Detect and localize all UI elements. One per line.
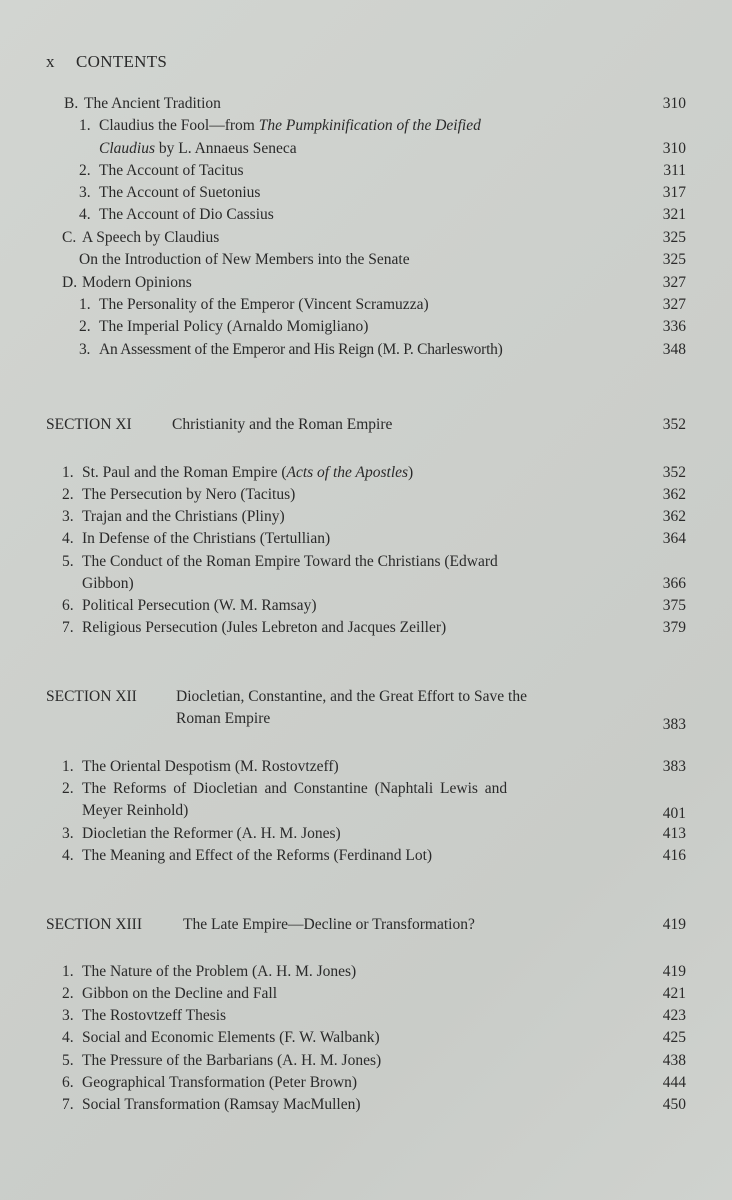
entry-title: The Account of Suetonius [99, 184, 261, 201]
entry-title: Social and Economic Elements (F. W. Walbank) [82, 1029, 380, 1046]
page-number: 336 [662, 318, 686, 335]
entry-number: 5. [62, 1052, 74, 1069]
toc-entry[interactable] [0, 484, 732, 506]
entry-title: The Pressure of the Barbarians (A. H. M. Jones) [82, 1052, 382, 1069]
toc-entry[interactable] [0, 528, 732, 550]
entry-title: On the Introduction of New Members into the Senate [79, 251, 410, 268]
toc-subpart-c[interactable] [0, 227, 732, 249]
page-number: 325 [662, 229, 686, 246]
page-number: 423 [662, 1007, 686, 1024]
toc-entry[interactable] [0, 595, 732, 617]
entry-title: The Persecution by Nero (Tacitus) [82, 486, 296, 503]
entry-number: 4. [62, 530, 74, 547]
entry-title-italic: Acts of the Apostles [286, 464, 409, 481]
page-number: 444 [662, 1074, 686, 1091]
section-label: SECTION XIII [46, 916, 142, 933]
toc-entry[interactable] [0, 1027, 732, 1049]
section-label: SECTION XII [46, 688, 137, 705]
toc-entry[interactable] [0, 294, 732, 316]
page-number: 450 [662, 1096, 686, 1113]
section-title: The Late Empire—Decline or Transformation? [183, 916, 475, 933]
entry-number: 5. [62, 553, 74, 570]
entry-title: The Conduct of the Roman Empire Toward the Christians (Edward [82, 553, 498, 570]
entry-title-italic: The Pumpkinification of the Deified [258, 117, 481, 134]
page-number: 419 [662, 916, 686, 933]
entry-number: 2. [79, 162, 91, 179]
toc-entry[interactable] [0, 1050, 732, 1072]
toc-entry[interactable] [0, 462, 732, 484]
entry-number: 2. [62, 985, 74, 1002]
toc-entry-line[interactable] [0, 551, 732, 573]
page-number: 310 [662, 95, 686, 112]
entry-number: 4. [79, 206, 91, 223]
entry-number: 4. [62, 847, 74, 864]
page-number: 364 [662, 530, 686, 547]
running-head-title: CONTENTS [76, 52, 168, 71]
entry-title: Gibbon on the Decline and Fall [82, 985, 277, 1002]
entry-number: 7. [62, 1096, 74, 1113]
page-number: 321 [662, 206, 686, 223]
entry-title: Geographical Transformation (Peter Brown) [82, 1074, 358, 1091]
entry-number: 6. [62, 1074, 74, 1091]
entry-title: Social Transformation (Ramsay MacMullen) [82, 1096, 361, 1113]
entry-title: by L. Annaeus Seneca [154, 140, 297, 157]
page-folio: x [46, 52, 55, 71]
section-title: Christianity and the Roman Empire [172, 416, 393, 433]
page-number: 348 [662, 341, 686, 358]
page-number: 438 [662, 1052, 686, 1069]
toc-entry[interactable] [0, 316, 732, 338]
running-head [46, 52, 167, 72]
page-number: 425 [662, 1029, 686, 1046]
toc-subpart-d[interactable] [0, 272, 732, 294]
section-title: Diocletian, Constantine, and the Great Effort to Save the [176, 688, 527, 705]
entry-number: 3. [62, 1007, 74, 1024]
entry-number: 1. [79, 117, 91, 134]
entry-number: 2. [62, 486, 74, 503]
entry-title: The Rostovtzeff Thesis [82, 1007, 227, 1024]
toc-section-heading[interactable] [0, 686, 732, 708]
toc-entry[interactable] [0, 339, 732, 361]
entry-title: Gibbon) [82, 575, 134, 592]
entry-title: The Account of Tacitus [99, 162, 244, 179]
toc-entry[interactable] [0, 204, 732, 226]
toc-entry[interactable] [0, 249, 732, 271]
entry-title: St. Paul and the Roman Empire ( [82, 464, 287, 481]
toc-entry[interactable] [0, 983, 732, 1005]
toc-entry[interactable] [0, 961, 732, 983]
toc-entry[interactable] [0, 845, 732, 867]
entry-title: Meyer Reinhold) [82, 802, 189, 819]
toc-entry[interactable] [0, 506, 732, 528]
entry-title: Diocletian the Reformer (A. H. M. Jones) [82, 825, 341, 842]
page-number: 375 [662, 597, 686, 614]
entry-number: 7. [62, 619, 74, 636]
toc-entry[interactable] [0, 182, 732, 204]
entry-number: 3. [79, 341, 91, 358]
page-number: 317 [662, 184, 686, 201]
entry-title: ) [408, 464, 414, 481]
toc-entry-continuation[interactable] [0, 573, 732, 595]
subpart-label: C. [62, 229, 77, 246]
page-number: 383 [662, 758, 686, 775]
toc-section-heading[interactable] [0, 914, 732, 936]
toc-entry-line[interactable] [0, 778, 732, 800]
entry-title: The Nature of the Problem (A. H. M. Jones) [82, 963, 357, 980]
subpart-title: The Ancient Tradition [84, 95, 221, 112]
entry-number: 1. [62, 464, 74, 481]
toc-entry[interactable] [0, 756, 732, 778]
toc-entry[interactable] [0, 823, 732, 845]
toc-entry-line[interactable] [0, 115, 732, 137]
entry-title: In Defense of the Christians (Tertullian) [82, 530, 331, 547]
toc-entry[interactable] [0, 160, 732, 182]
toc-entry-continuation[interactable] [0, 138, 732, 160]
page-number: 419 [662, 963, 686, 980]
section-title: Roman Empire [176, 710, 271, 727]
subpart-label: B. [64, 95, 79, 112]
entry-title: Religious Persecution (Jules Lebreton and Jacques Zeiller) [82, 619, 447, 636]
toc-entry-continuation[interactable] [0, 800, 732, 822]
section-label: SECTION XI [46, 416, 132, 433]
entry-title: The Meaning and Effect of the Reforms (Ferdinand Lot) [82, 847, 433, 864]
entry-title: Trajan and the Christians (Pliny) [82, 508, 285, 525]
entry-number: 1. [62, 758, 74, 775]
entry-title-italic: Claudius [99, 140, 155, 157]
page-number: 352 [662, 416, 686, 433]
subpart-title: Modern Opinions [82, 274, 192, 291]
entry-number: 4. [62, 1029, 74, 1046]
entry-title: The Account of Dio Cassius [99, 206, 274, 223]
entry-title: The Imperial Policy (Arnaldo Momigliano) [99, 318, 369, 335]
entry-title: An Assessment of the Emperor and His Reign (M. P. Charlesworth) [99, 341, 503, 358]
page-number: 362 [662, 486, 686, 503]
entry-number: 6. [62, 597, 74, 614]
page-number: 362 [662, 508, 686, 525]
page-number: 366 [662, 575, 686, 592]
entry-title: Political Persecution (W. M. Ramsay) [82, 597, 317, 614]
page-number: 327 [662, 296, 686, 313]
page-number: 325 [662, 251, 686, 268]
page-number: 413 [662, 825, 686, 842]
page-number: 421 [662, 985, 686, 1002]
toc-entry[interactable] [0, 617, 732, 639]
toc-section-heading[interactable] [0, 414, 732, 436]
entry-number: 1. [62, 963, 74, 980]
page-number: 311 [663, 162, 686, 179]
page-number: 416 [662, 847, 686, 864]
entry-title: The Personality of the Emperor (Vincent Scramuzza) [99, 296, 429, 313]
entry-title: The Oriental Despotism (M. Rostovtzeff) [82, 758, 339, 775]
entry-number: 3. [79, 184, 91, 201]
page-number: 310 [662, 140, 686, 157]
entry-number: 3. [62, 825, 74, 842]
entry-number: 2. [62, 780, 74, 797]
entry-title: The Reforms of Diocletian and Constantine (Naphtali Lewis and [82, 780, 508, 797]
page-number: 352 [662, 464, 686, 481]
toc-section-heading-continuation[interactable] [0, 708, 732, 733]
page-number: 327 [662, 274, 686, 291]
entry-title: Claudius the Fool—from [99, 117, 259, 134]
page-number: 401 [662, 805, 686, 822]
entry-number: 1. [79, 296, 91, 313]
page-number: 383 [662, 716, 686, 733]
toc-subpart-b[interactable] [0, 93, 732, 115]
toc-entry[interactable] [0, 1005, 732, 1027]
entry-number: 3. [62, 508, 74, 525]
entry-number: 2. [79, 318, 91, 335]
toc-entry[interactable] [0, 1094, 732, 1116]
page-number: 379 [662, 619, 686, 636]
subpart-label: D. [62, 274, 78, 291]
toc-entry[interactable] [0, 1072, 732, 1094]
subpart-title: A Speech by Claudius [82, 229, 220, 246]
